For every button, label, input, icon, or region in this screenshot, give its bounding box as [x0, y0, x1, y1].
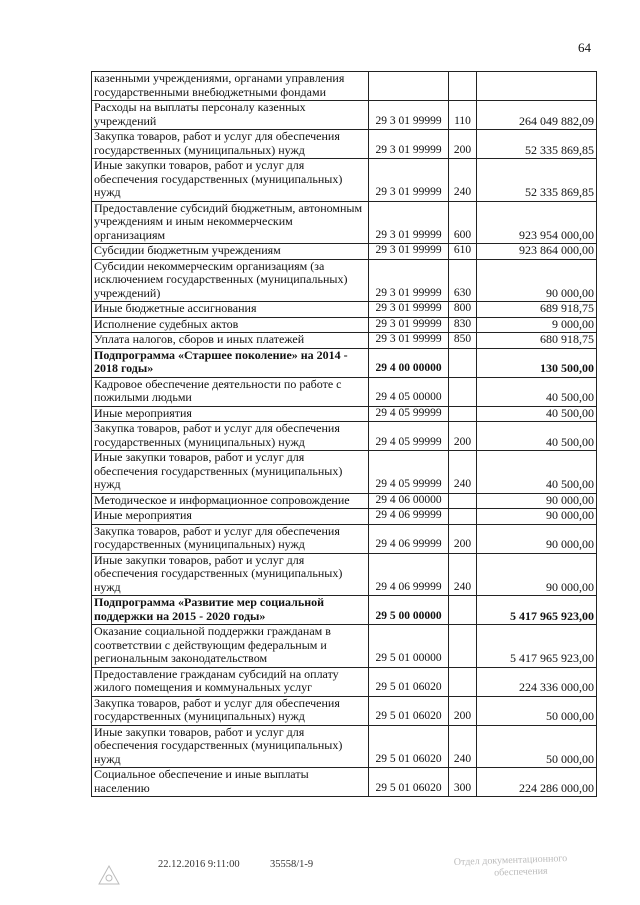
- table-row: [92, 725, 597, 768]
- row-vr-cell: 830: [449, 317, 477, 333]
- table-row: [92, 625, 597, 668]
- row-amount-cell: 40 500,00: [477, 422, 597, 451]
- row-code-cell: 29 3 01 99999: [369, 333, 449, 349]
- row-amount-cell: 680 918,75: [477, 333, 597, 349]
- row-amount-cell: 9 000,00: [477, 317, 597, 333]
- row-vr-cell: 600: [449, 201, 477, 244]
- table-row: [92, 72, 597, 101]
- row-code-cell: 29 5 01 06020: [369, 725, 449, 768]
- row-amount-cell: 224 336 000,00: [477, 667, 597, 696]
- row-code-cell: 29 3 01 99999: [369, 244, 449, 260]
- row-name-cell: Уплата налогов, сборов и иных платежей: [92, 333, 369, 349]
- row-code-cell: 29 3 01 99999: [369, 159, 449, 202]
- row-amount-cell: 130 500,00: [477, 348, 597, 377]
- row-amount-cell: [477, 72, 597, 101]
- row-name-cell: Закупка товаров, работ и услуг для обеспечения государственных (муниципальных) нужд: [92, 524, 369, 553]
- row-vr-cell: 200: [449, 696, 477, 725]
- row-code-cell: 29 5 01 06020: [369, 768, 449, 797]
- row-name-cell: Закупка товаров, работ и услуг для обеспечения государственных (муниципальных) нужд: [92, 130, 369, 159]
- row-vr-cell: [449, 377, 477, 406]
- row-name-cell: Исполнение судебных актов: [92, 317, 369, 333]
- row-name-cell: Иные мероприятия: [92, 406, 369, 422]
- row-code-cell: 29 3 01 99999: [369, 101, 449, 130]
- row-amount-cell: 689 918,75: [477, 302, 597, 318]
- row-name-cell: Подпрограмма «Развитие мер социальной поддержки на 2015 - 2020 годы»: [92, 596, 369, 625]
- table-row: [92, 509, 597, 525]
- table-row: [92, 696, 597, 725]
- row-amount-cell: 52 335 869,85: [477, 159, 597, 202]
- row-amount-cell: 52 335 869,85: [477, 130, 597, 159]
- row-vr-cell: 610: [449, 244, 477, 260]
- table-row: [92, 451, 597, 494]
- row-vr-cell: [449, 348, 477, 377]
- row-name-cell: Иные закупки товаров, работ и услуг для обеспечения государственных (муниципальных) нужд: [92, 159, 369, 202]
- budget-table: [91, 71, 597, 797]
- row-name-cell: Подпрограмма «Старшее поколение» на 2014 - 2018 годы»: [92, 348, 369, 377]
- table-row: [92, 159, 597, 202]
- row-vr-cell: [449, 667, 477, 696]
- row-code-cell: 29 4 06 00000: [369, 493, 449, 509]
- table-row: [92, 406, 597, 422]
- table-row: [92, 317, 597, 333]
- row-name-cell: Методическое и информационное сопровождение: [92, 493, 369, 509]
- row-name-cell: Предоставление субсидий бюджетным, автономным учреждениям и иным некоммерческим организациям: [92, 201, 369, 244]
- stamp-line-1: Отдел документационного: [453, 853, 568, 868]
- row-vr-cell: [449, 493, 477, 509]
- row-code-cell: 29 4 06 99999: [369, 509, 449, 525]
- row-name-cell: Иные мероприятия: [92, 509, 369, 525]
- row-vr-cell: 200: [449, 524, 477, 553]
- table-row: [92, 333, 597, 349]
- table-row: [92, 101, 597, 130]
- row-amount-cell: 923 954 000,00: [477, 201, 597, 244]
- row-vr-cell: 240: [449, 725, 477, 768]
- row-name-cell: Иные закупки товаров, работ и услуг для обеспечения государственных (муниципальных) нужд: [92, 451, 369, 494]
- row-vr-cell: [449, 72, 477, 101]
- page-number: 64: [578, 40, 591, 55]
- row-code-cell: 29 3 01 99999: [369, 201, 449, 244]
- row-vr-cell: 800: [449, 302, 477, 318]
- table-row: [92, 667, 597, 696]
- row-name-cell: Иные закупки товаров, работ и услуг для обеспечения государственных (муниципальных) нужд: [92, 553, 369, 596]
- row-amount-cell: 90 000,00: [477, 524, 597, 553]
- table-row: [92, 302, 597, 318]
- row-vr-cell: 630: [449, 259, 477, 302]
- row-code-cell: 29 5 01 06020: [369, 667, 449, 696]
- row-code-cell: 29 4 05 99999: [369, 422, 449, 451]
- footer-doc-number: 35558/1-9: [270, 859, 314, 870]
- row-amount-cell: 40 500,00: [477, 377, 597, 406]
- row-name-cell: Субсидии бюджетным учреждениям: [92, 244, 369, 260]
- table-row: [92, 377, 597, 406]
- row-name-cell: Закупка товаров, работ и услуг для обеспечения государственных (муниципальных) нужд: [92, 696, 369, 725]
- row-amount-cell: 40 500,00: [477, 451, 597, 494]
- row-vr-cell: [449, 625, 477, 668]
- table-row: [92, 130, 597, 159]
- row-code-cell: 29 4 06 99999: [369, 553, 449, 596]
- row-vr-cell: 240: [449, 553, 477, 596]
- row-name-cell: Социальное обеспечение и иные выплаты населению: [92, 768, 369, 797]
- row-code-cell: 29 4 05 99999: [369, 451, 449, 494]
- row-vr-cell: [449, 509, 477, 525]
- row-name-cell: Кадровое обеспечение деятельности по работе с пожилыми людьми: [92, 377, 369, 406]
- row-code-cell: 29 4 05 99999: [369, 406, 449, 422]
- row-code-cell: 29 4 06 99999: [369, 524, 449, 553]
- table-row: [92, 201, 597, 244]
- table-row: [92, 524, 597, 553]
- row-amount-cell: 90 000,00: [477, 509, 597, 525]
- footer-datetime: 22.12.2016 9:11:00: [158, 859, 240, 870]
- row-name-cell: Иные бюджетные ассигнования: [92, 302, 369, 318]
- row-code-cell: 29 3 01 99999: [369, 130, 449, 159]
- row-code-cell: 29 4 05 00000: [369, 377, 449, 406]
- row-name-cell: казенными учреждениями, органами управления государственными внебюджетными фондами: [92, 72, 369, 101]
- stamp-watermark: [454, 853, 568, 881]
- row-vr-cell: 200: [449, 422, 477, 451]
- row-vr-cell: 240: [449, 159, 477, 202]
- table-row: [92, 493, 597, 509]
- row-amount-cell: 264 049 882,09: [477, 101, 597, 130]
- row-amount-cell: 50 000,00: [477, 725, 597, 768]
- row-vr-cell: 110: [449, 101, 477, 130]
- row-name-cell: Расходы на выплаты персоналу казенных учреждений: [92, 101, 369, 130]
- row-code-cell: 29 3 01 99999: [369, 302, 449, 318]
- stamp-line-2: обеспечения: [494, 865, 548, 879]
- row-code-cell: 29 4 00 00000: [369, 348, 449, 377]
- row-code-cell: 29 3 01 99999: [369, 259, 449, 302]
- table-row: [92, 596, 597, 625]
- row-code-cell: 29 5 01 06020: [369, 696, 449, 725]
- row-code-cell: 29 5 01 00000: [369, 625, 449, 668]
- row-amount-cell: 40 500,00: [477, 406, 597, 422]
- row-name-cell: Субсидии некоммерческим организациям (за исключением государственных (муниципальных) учреждений): [92, 259, 369, 302]
- row-code-cell: 29 3 01 99999: [369, 317, 449, 333]
- row-name-cell: Иные закупки товаров, работ и услуг для обеспечения государственных (муниципальных) нужд: [92, 725, 369, 768]
- row-amount-cell: 90 000,00: [477, 553, 597, 596]
- scanner-mark-icon: [96, 862, 122, 888]
- table-row: [92, 768, 597, 797]
- row-vr-cell: [449, 596, 477, 625]
- row-vr-cell: 240: [449, 451, 477, 494]
- row-vr-cell: [449, 406, 477, 422]
- row-amount-cell: 923 864 000,00: [477, 244, 597, 260]
- row-amount-cell: 5 417 965 923,00: [477, 625, 597, 668]
- row-code-cell: 29 5 00 00000: [369, 596, 449, 625]
- budget-table-body: [92, 72, 597, 797]
- row-amount-cell: 5 417 965 923,00: [477, 596, 597, 625]
- row-amount-cell: 90 000,00: [477, 259, 597, 302]
- row-vr-cell: 300: [449, 768, 477, 797]
- row-amount-cell: 50 000,00: [477, 696, 597, 725]
- table-row: [92, 553, 597, 596]
- row-name-cell: Предоставление гражданам субсидий на оплату жилого помещения и коммунальных услуг: [92, 667, 369, 696]
- table-row: [92, 348, 597, 377]
- row-vr-cell: 850: [449, 333, 477, 349]
- row-vr-cell: 200: [449, 130, 477, 159]
- table-row: [92, 244, 597, 260]
- row-amount-cell: 224 286 000,00: [477, 768, 597, 797]
- table-row: [92, 259, 597, 302]
- table-row: [92, 422, 597, 451]
- row-code-cell: [369, 72, 449, 101]
- row-amount-cell: 90 000,00: [477, 493, 597, 509]
- row-name-cell: Оказание социальной поддержки гражданам в соответствии с действующим федеральным и региональным законодательством: [92, 625, 369, 668]
- row-name-cell: Закупка товаров, работ и услуг для обеспечения государственных (муниципальных) нужд: [92, 422, 369, 451]
